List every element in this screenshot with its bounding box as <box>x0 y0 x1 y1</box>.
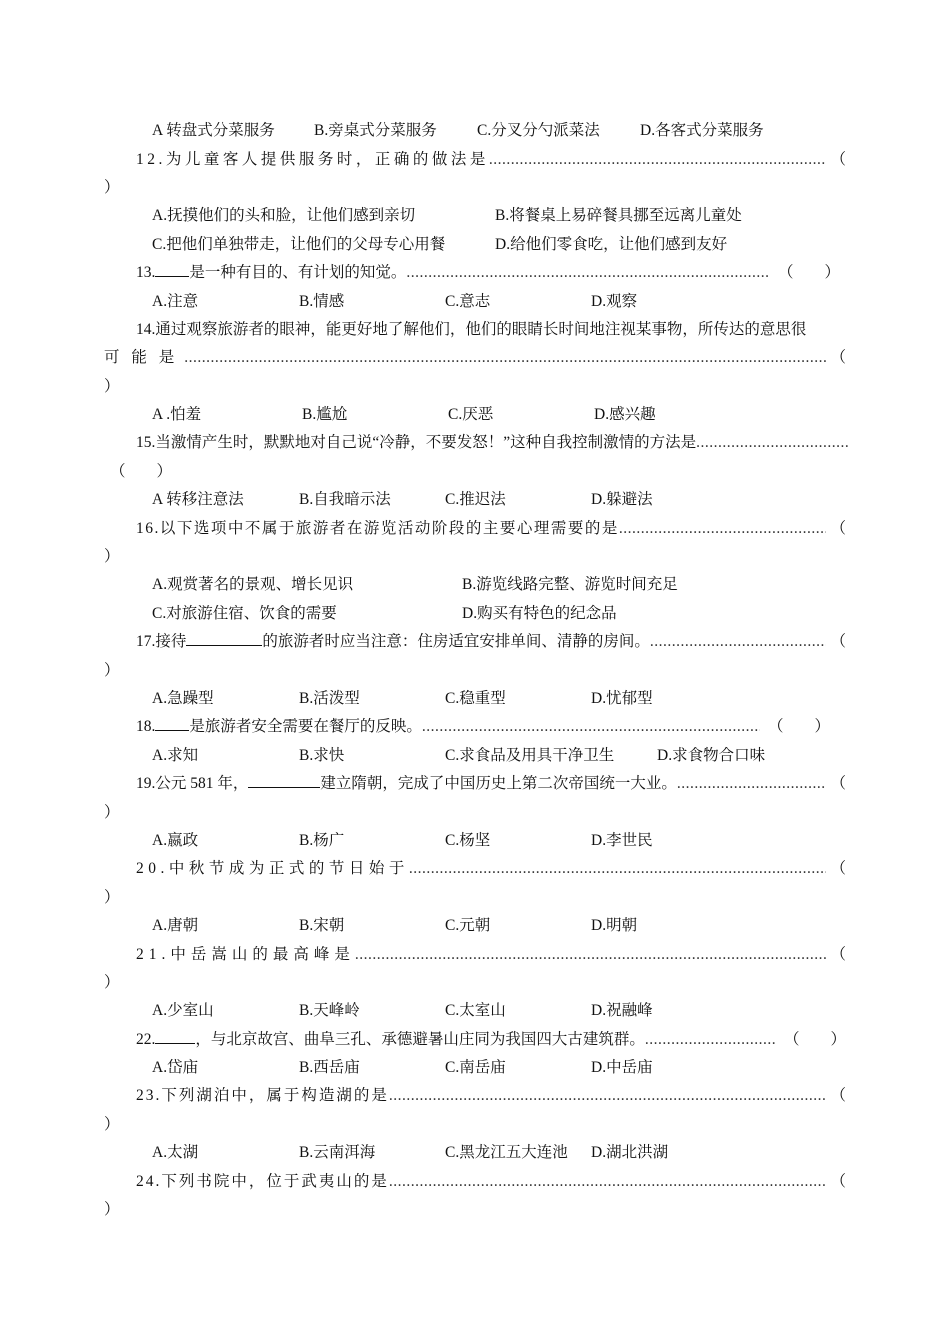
q12-option-a: A.抚摸他们的头和脸，让他们感到亲切 <box>152 207 416 224</box>
q20-paren-close: ） <box>104 889 120 906</box>
q11-option-a: A 转盘式分菜服务 <box>152 122 275 139</box>
leader-dots <box>422 714 760 740</box>
leader-dots <box>409 856 826 882</box>
q19-paren-open: （ <box>830 775 846 792</box>
q23-paren-open: （ <box>830 1087 846 1104</box>
q21-option-a: A.少室山 <box>152 1002 214 1019</box>
q21-paren-open: （ <box>830 946 846 963</box>
q14-paren-close: ） <box>104 378 120 395</box>
q18-text: 是旅游者安全需要在餐厅的反映。 <box>189 718 422 735</box>
q19-number: 19.公元 581 年， <box>136 775 249 792</box>
q13-stem <box>0 260 950 286</box>
q14-option-c: C.厌恶 <box>448 406 494 423</box>
q15-paren: （ ） <box>110 463 173 480</box>
q20-option-d: D.明朝 <box>591 917 638 934</box>
q20-stem <box>0 856 950 882</box>
q14-option-b: B.尴尬 <box>302 406 348 423</box>
q11-options <box>0 118 950 144</box>
q18-blank <box>155 714 189 731</box>
q21-stem <box>0 942 950 968</box>
q21-paren-close: ） <box>104 974 120 991</box>
q15-text: 15.当激情产生时，默默地对自己说“冷静，不要发怒！”这种自我控制激情的方法是 <box>136 434 697 451</box>
q23-stem <box>0 1083 950 1109</box>
q21-answer-line <box>0 970 950 996</box>
q19-answer-line <box>0 800 950 826</box>
q12-stem <box>0 147 950 173</box>
q19-option-a: A.嬴政 <box>152 832 199 849</box>
q23-option-c: C.黑龙江五大连池 <box>445 1144 568 1161</box>
q14-answer-line <box>0 374 950 400</box>
q18-stem <box>0 714 950 740</box>
q20-paren-open: （ <box>830 860 846 877</box>
q16-answer-line <box>0 544 950 570</box>
q13-option-a: A.注意 <box>152 293 199 310</box>
q11-option-d: D.各客式分菜服务 <box>640 122 764 139</box>
q20-option-b: B.宋朝 <box>299 917 345 934</box>
q12-option-c: C.把他们单独带走，让他们的父母专心用餐 <box>152 236 446 253</box>
q17-option-a: A.急躁型 <box>152 690 214 707</box>
leader-dots <box>696 430 848 456</box>
q20-option-c: C.元朝 <box>445 917 491 934</box>
q22-blank <box>155 1027 195 1044</box>
leader-dots <box>355 942 826 968</box>
q19-option-d: D.李世民 <box>591 832 653 849</box>
q23-option-b: B.云南洱海 <box>299 1144 376 1161</box>
q17-paren-open: （ <box>830 633 846 650</box>
q16-options-row2 <box>0 601 950 627</box>
q22-option-b: B.西岳庙 <box>299 1059 360 1076</box>
q13-text: 是一种有目的、有计划的知觉。 <box>189 264 407 281</box>
q21-options <box>0 998 950 1024</box>
q11-option-b: B.旁桌式分菜服务 <box>314 122 437 139</box>
q17-option-d: D.忧郁型 <box>591 690 653 707</box>
q18-option-b: B.求快 <box>299 747 345 764</box>
q21-option-d: D.祝融峰 <box>591 1002 653 1019</box>
q15-option-b: B.自我暗示法 <box>299 491 391 508</box>
q20-options <box>0 913 950 939</box>
q14-stem-line2 <box>0 345 950 371</box>
q14-option-a: A .怕羞 <box>152 406 202 423</box>
q18-option-d: D.求食物合口味 <box>657 747 766 764</box>
q16-paren-open: （ <box>830 520 846 537</box>
q15-stem <box>0 430 950 456</box>
q12-option-b: B.将餐桌上易碎餐具挪至远离儿童处 <box>495 207 742 224</box>
q17-number: 17.接待 <box>136 633 187 650</box>
leader-dots <box>489 147 826 173</box>
q19-text: 建立隋朝，完成了中国历史上第二次帝国统一大业。 <box>320 775 677 792</box>
q19-option-c: C.杨坚 <box>445 832 491 849</box>
q13-blank <box>155 260 189 277</box>
q22-option-a: A.岱庙 <box>152 1059 199 1076</box>
q14-text-line2: 可 能 是 <box>104 349 179 366</box>
q13-paren: （ ） <box>778 264 841 281</box>
q17-stem <box>0 629 950 655</box>
q16-text: 16.以下选项中不属于旅游者在游览活动阶段的主要心理需要的是 <box>136 520 619 537</box>
leader-dots <box>619 516 826 542</box>
q17-text: 的旅游者时应当注意：住房适宜安排单间、清静的房间。 <box>262 633 650 650</box>
q12-answer-line <box>0 175 950 201</box>
leader-dots <box>389 1083 826 1109</box>
q16-option-b: B.游览线路完整、游览时间充足 <box>462 576 678 593</box>
q18-option-c: C.求食品及用具干净卫生 <box>445 747 615 764</box>
q19-option-b: B.杨广 <box>299 832 345 849</box>
leader-dots <box>406 260 768 286</box>
q24-answer-line <box>0 1197 950 1223</box>
q17-paren-close: ） <box>104 662 120 679</box>
q20-option-a: A.唐朝 <box>152 917 199 934</box>
q18-number: 18. <box>136 718 156 735</box>
q18-option-a: A.求知 <box>152 747 199 764</box>
q16-option-c: C.对旅游住宿、饮食的需要 <box>152 605 337 622</box>
q14-text-line1: 14.通过观察旅游者的眼神，能更好地了解他们，他们的眼睛长时间地注视某事物，所传达的意思很 <box>136 321 807 338</box>
leader-dots <box>645 1027 776 1053</box>
q13-option-d: D.观察 <box>591 293 638 310</box>
q22-option-d: D.中岳庙 <box>591 1059 653 1076</box>
q15-options <box>0 487 950 513</box>
q23-paren-close: ） <box>104 1116 120 1133</box>
q15-answer-line <box>0 459 950 485</box>
q16-option-d: D.购买有特色的纪念品 <box>462 605 617 622</box>
q17-option-c: C.稳重型 <box>445 690 506 707</box>
q21-option-c: C.太室山 <box>445 1002 506 1019</box>
q13-options <box>0 289 950 315</box>
q18-paren: （ ） <box>768 718 831 735</box>
q23-option-a: A.太湖 <box>152 1144 199 1161</box>
q14-paren-open: （ <box>830 349 846 366</box>
q17-option-b: B.活泼型 <box>299 690 360 707</box>
q22-text: ，与北京故宫、曲阜三孔、承德避暑山庄同为我国四大古建筑群。 <box>195 1031 645 1048</box>
q22-number: 22. <box>136 1031 156 1048</box>
leader-dots <box>389 1169 826 1195</box>
q22-option-c: C.南岳庙 <box>445 1059 506 1076</box>
q17-answer-line <box>0 658 950 684</box>
q16-options-row1 <box>0 572 950 598</box>
q13-number: 13. <box>136 264 156 281</box>
q17-options <box>0 686 950 712</box>
q16-option-a: A.观赏著名的景观、增长见识 <box>152 576 354 593</box>
q15-option-c: C.推迟法 <box>445 491 506 508</box>
q24-text: 24.下列书院中，位于武夷山的是 <box>136 1173 389 1190</box>
q22-paren: （ ） <box>784 1031 847 1048</box>
q13-option-c: C.意志 <box>445 293 491 310</box>
q23-option-d: D.湖北洪湖 <box>591 1144 669 1161</box>
q15-option-d: D.躲避法 <box>591 491 653 508</box>
q12-options-row1 <box>0 203 950 229</box>
q12-paren-open: （ <box>830 151 846 168</box>
q23-options <box>0 1140 950 1166</box>
q18-options <box>0 743 950 769</box>
q20-answer-line <box>0 885 950 911</box>
leader-dots <box>184 345 826 371</box>
q12-text: 12.为儿童客人提供服务时，正确的做法是 <box>136 151 489 168</box>
q16-paren-close: ） <box>104 548 120 565</box>
q13-option-b: B.情感 <box>299 293 345 310</box>
q14-options <box>0 402 950 428</box>
q24-paren-close: ） <box>104 1201 120 1218</box>
q12-paren-close: ） <box>104 179 120 196</box>
q16-stem <box>0 516 950 542</box>
q20-text: 20.中秋节成为正式的节日始于 <box>136 860 409 877</box>
q19-blank <box>248 771 320 788</box>
leader-dots <box>677 771 826 797</box>
q14-option-d: D.感兴趣 <box>594 406 656 423</box>
q19-paren-close: ） <box>104 804 120 821</box>
q19-stem <box>0 771 950 797</box>
leader-dots <box>650 629 826 655</box>
q23-answer-line <box>0 1112 950 1138</box>
q17-blank <box>186 629 262 646</box>
q22-stem <box>0 1027 950 1053</box>
q21-option-b: B.天峰岭 <box>299 1002 360 1019</box>
q23-text: 23.下列湖泊中，属于构造湖的是 <box>136 1087 389 1104</box>
q15-option-a: A 转移注意法 <box>152 491 244 508</box>
q24-stem <box>0 1169 950 1195</box>
q21-text: 21.中岳嵩山的最高峰是 <box>136 946 355 963</box>
q19-options <box>0 828 950 854</box>
q22-options <box>0 1055 950 1081</box>
q12-option-d: D.给他们零食吃，让他们感到友好 <box>495 236 728 253</box>
q14-stem <box>0 317 950 343</box>
q12-options-row2 <box>0 232 950 258</box>
q11-option-c: C.分叉分勺派菜法 <box>477 122 600 139</box>
q24-paren-open: （ <box>830 1173 846 1190</box>
